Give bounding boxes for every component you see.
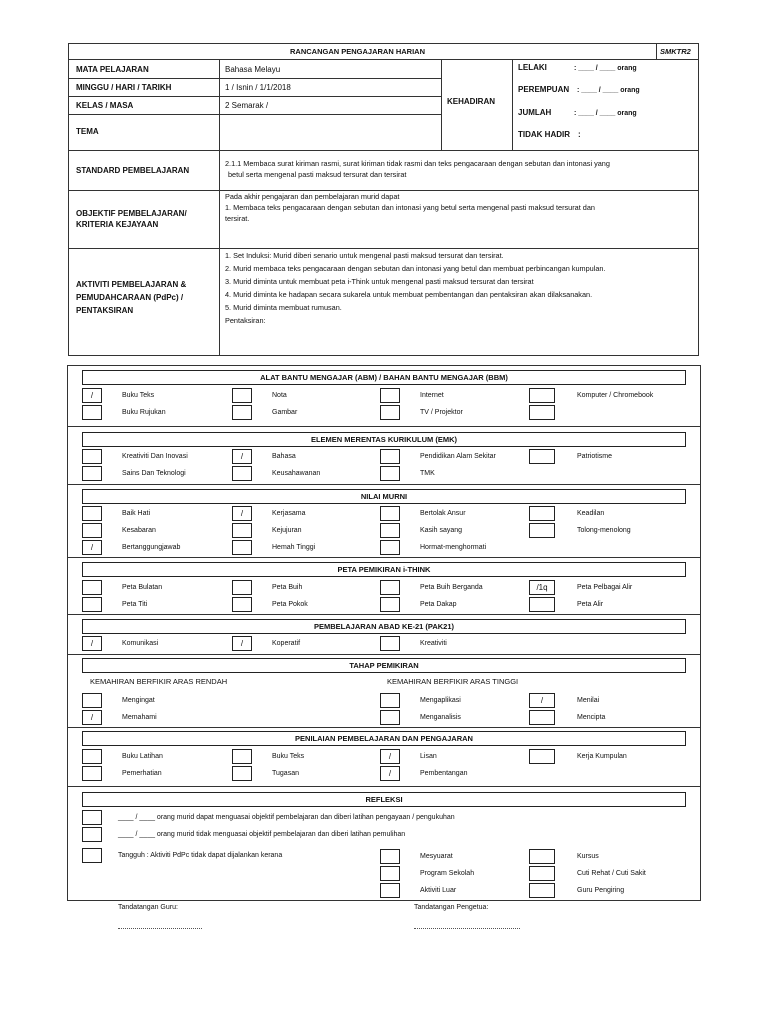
- signature-guru-line[interactable]: [118, 928, 202, 929]
- nilai-label: Kejujuran: [272, 527, 302, 534]
- abm-checkbox[interactable]: /: [82, 388, 102, 403]
- pak21-label: Kreativiti: [420, 640, 447, 647]
- emk-checkbox[interactable]: [380, 449, 400, 464]
- emk-label: Kreativiti Dan Inovasi: [122, 453, 188, 460]
- aktiviti-line: 3. Murid diminta untuk membuat peta i-Think untuk mengenal pasti maksud tersurat dan tersirat: [225, 277, 534, 286]
- refleksi-label: Program Sekolah: [420, 870, 475, 877]
- refleksi-header: REFLEKSI: [82, 792, 686, 807]
- abm-checkbox[interactable]: [529, 388, 555, 403]
- pak21-checkbox[interactable]: /: [82, 636, 102, 651]
- abm-checkbox[interactable]: [380, 405, 400, 420]
- aktiviti-label: PENTAKSIRAN: [76, 306, 134, 315]
- abm-label: Buku Rujukan: [122, 409, 166, 416]
- refleksi-checkbox[interactable]: [380, 866, 400, 881]
- pak21-label: Koperatif: [272, 640, 301, 647]
- refleksi-label: Guru Pengiring: [577, 887, 625, 894]
- section-divider: [67, 557, 701, 558]
- standard-line: 2.1.1 Membaca surat kiriman rasmi, surat kiriman tidak rasmi dan teks pengacaraan dengan sebutan dan intonasi yang: [225, 159, 610, 168]
- ithink-label: Peta Buih Berganda: [420, 584, 483, 591]
- ithink-label: Peta Pelbagai Alir: [577, 584, 633, 591]
- divider: [68, 96, 442, 97]
- penilaian-checkbox[interactable]: [232, 749, 252, 764]
- emk-label: Patriotisme: [577, 453, 613, 460]
- refleksi-checkbox[interactable]: [380, 849, 400, 864]
- nilai-checkbox[interactable]: [529, 523, 555, 538]
- emk-checkbox[interactable]: [82, 449, 102, 464]
- penilaian-label: Pembentangan: [420, 770, 468, 777]
- divider: [68, 150, 699, 151]
- abm-label: Komputer / Chromebook: [577, 392, 654, 399]
- aktiviti-line: 1. Set Induksi: Murid diberi senario untuk mengenal pasti maksud tersurat dan tersirat.: [225, 251, 504, 260]
- divider: [68, 248, 699, 249]
- penilaian-label: Tugasan: [272, 770, 299, 777]
- nilai-checkbox[interactable]: [380, 506, 400, 521]
- nilai-label: Tolong-menolong: [577, 527, 631, 534]
- lelaki-label: LELAKI: [518, 63, 547, 72]
- refleksi-checkbox[interactable]: [380, 883, 400, 898]
- rendah-label: KEMAHIRAN BERFIKIR ARAS RENDAH: [90, 677, 228, 686]
- ithink-label: Peta Titi: [122, 601, 148, 608]
- aktiviti-line: 4. Murid diminta ke hadapan secara sukarela untuk membuat pembentangan dan pentaksiran akan dilaksanakan.: [225, 290, 593, 299]
- aktiviti-line: 5. Murid diminta membuat rumusan.: [225, 303, 342, 312]
- penilaian-label: Lisan: [420, 753, 437, 760]
- abm-label: TV / Projektor: [420, 409, 463, 416]
- mata-pelajaran-label: MATA PELAJARAN: [76, 65, 149, 74]
- tahap-checkbox[interactable]: [380, 710, 400, 725]
- penilaian-checkbox[interactable]: [232, 766, 252, 781]
- emk-label: Sains Dan Teknologi: [122, 470, 186, 477]
- perempuan-value: : ____ / ____ orang: [577, 87, 640, 94]
- abm-checkbox[interactable]: [232, 388, 252, 403]
- minggu-value: 1 / Isnin / 1/1/2018: [225, 83, 291, 92]
- page-title: RANCANGAN PENGAJARAN HARIAN: [290, 47, 426, 56]
- perempuan-label: PEREMPUAN: [518, 85, 570, 94]
- tahap-checkbox[interactable]: [529, 710, 555, 725]
- section-divider: [67, 614, 701, 615]
- refleksi-label: Aktiviti Luar: [420, 887, 457, 894]
- objektif-line: tersirat.: [225, 214, 250, 223]
- objektif-label: KRITERIA KEJAYAAN: [76, 220, 159, 229]
- emk-checkbox[interactable]: /: [232, 449, 252, 464]
- emk-checkbox[interactable]: [529, 449, 555, 464]
- tahap-header: TAHAP PEMIKIRAN: [82, 658, 686, 673]
- nilai-label: Bertanggungjawab: [122, 544, 181, 551]
- emk-label: Pendidikan Alam Sekitar: [420, 453, 496, 460]
- penilaian-checkbox[interactable]: [529, 749, 555, 764]
- nilai-label: Hemah Tinggi: [272, 544, 316, 551]
- section-divider: [67, 786, 701, 787]
- objektif-line: Pada akhir pengajaran dan pembelajaran murid dapat: [225, 192, 400, 201]
- nilai-checkbox[interactable]: [232, 540, 252, 555]
- nilai-checkbox[interactable]: [82, 506, 102, 521]
- ithink-checkbox[interactable]: /1q: [529, 580, 555, 595]
- refleksi-checkbox[interactable]: [529, 883, 555, 898]
- tahap-label: Mengingat: [122, 697, 155, 704]
- signature-guru-label: Tandatangan Guru:: [118, 904, 178, 911]
- ithink-label: Peta Bulatan: [122, 584, 163, 591]
- objektif-line: 1. Membaca teks pengacaraan dengan sebutan dan intonasi yang betul serta mengenal pasti maksud tersurat dan: [225, 203, 595, 212]
- tahap-label: Memahami: [122, 714, 157, 721]
- pak21-checkbox[interactable]: [380, 636, 400, 651]
- nilai-label: Kasih sayang: [420, 527, 463, 534]
- tahap-checkbox[interactable]: [380, 693, 400, 708]
- penilaian-checkbox[interactable]: [82, 749, 102, 764]
- divider: [68, 190, 699, 191]
- section-divider: [67, 484, 701, 485]
- nilai-checkbox[interactable]: [232, 523, 252, 538]
- tangguh-label: Tangguh : Aktiviti PdPc tidak dapat dijalankan kerana: [118, 852, 283, 859]
- emk-checkbox[interactable]: [380, 466, 400, 481]
- nilai-checkbox[interactable]: [529, 506, 555, 521]
- objektif-label: OBJEKTIF PEMBELAJARAN/: [76, 209, 187, 218]
- signature-pengetua-label: Tandatangan Pengetua:: [414, 904, 489, 911]
- refleksi-line: ____ / ____ orang murid tidak menguasai objektif pembelajaran dan diberi latihan pemulihan: [118, 831, 406, 838]
- abm-checkbox[interactable]: [82, 405, 102, 420]
- ithink-label: Peta Alir: [577, 601, 604, 608]
- abm-label: Nota: [272, 392, 287, 399]
- emk-checkbox[interactable]: [232, 466, 252, 481]
- tahap-checkbox[interactable]: /: [529, 693, 555, 708]
- refleksi-checkbox[interactable]: [82, 827, 102, 842]
- nilai-checkbox[interactable]: /: [82, 540, 102, 555]
- penilaian-label: Buku Latihan: [122, 753, 163, 760]
- refleksi-line: ____ / ____ orang murid dapat menguasai objektif pembelajaran dan diberi latihan pengayaan / pengukuhan: [118, 814, 455, 821]
- penilaian-checkbox[interactable]: /: [380, 766, 400, 781]
- aktiviti-line: 2. Murid membaca teks pengacaraan dengan sebutan dan intonasi yang betul dan membuat perbincangan kumpulan.: [225, 264, 606, 273]
- tahap-label: Menilai: [577, 697, 600, 704]
- pak21-label: Komunikasi: [122, 640, 159, 647]
- ithink-checkbox[interactable]: [232, 580, 252, 595]
- tahap-checkbox[interactable]: /: [82, 710, 102, 725]
- penilaian-checkbox[interactable]: [82, 766, 102, 781]
- abm-label: Buku Teks: [122, 392, 155, 399]
- abm-checkbox[interactable]: [380, 388, 400, 403]
- abm-label: Internet: [420, 392, 444, 399]
- nilai-label: Keadilan: [577, 510, 605, 517]
- refleksi-label: Cuti Rehat / Cuti Sakit: [577, 870, 646, 877]
- refleksi-checkbox[interactable]: [529, 866, 555, 881]
- section-divider: [67, 654, 701, 655]
- ithink-checkbox[interactable]: [82, 580, 102, 595]
- jumlah-label: JUMLAH: [518, 108, 552, 117]
- ithink-checkbox[interactable]: [380, 580, 400, 595]
- nilai-label: Kesabaran: [122, 527, 156, 534]
- pak21-header: PEMBELAJARAN ABAD KE-21 (PAK21): [82, 619, 686, 634]
- tahap-label: Mencipta: [577, 714, 606, 721]
- penilaian-label: Buku Teks: [272, 753, 305, 760]
- aktiviti-label: PEMUDAHCARAAN (PdPc) /: [76, 293, 184, 302]
- form-code: SMKTR2: [660, 47, 691, 56]
- nilai-checkbox[interactable]: [380, 540, 400, 555]
- tahap-checkbox[interactable]: [82, 693, 102, 708]
- aktiviti-line: Pentaksiran:: [225, 316, 266, 325]
- divider: [68, 59, 699, 60]
- mata-pelajaran-value: Bahasa Melayu: [225, 65, 281, 74]
- jumlah-value: : ____ / ____ orang: [574, 110, 637, 117]
- penilaian-checkbox[interactable]: /: [380, 749, 400, 764]
- refleksi-checkbox[interactable]: [82, 810, 102, 825]
- nilai-label: Kerjasama: [272, 510, 306, 517]
- minggu-label: MINGGU / HARI / TARIKH: [76, 83, 172, 92]
- aktiviti-label: AKTIVITI PEMBELAJARAN &: [76, 280, 187, 289]
- divider: [219, 59, 220, 356]
- tahap-label: Menganalisis: [420, 714, 461, 721]
- nilai-label: Hormat-menghormati: [420, 544, 487, 551]
- abm-header: ALAT BANTU MENGAJAR (ABM) / BAHAN BANTU MENGAJAR (BBM): [82, 370, 686, 385]
- ithink-checkbox[interactable]: [232, 597, 252, 612]
- kelas-label: KELAS / MASA: [76, 101, 134, 110]
- emk-label: Bahasa: [272, 453, 296, 460]
- ithink-header: PETA PEMIKIRAN i-THINK: [82, 562, 686, 577]
- nilai-header: NILAI MURNI: [82, 489, 686, 504]
- emk-checkbox[interactable]: [82, 466, 102, 481]
- standard-label: STANDARD PEMBELAJARAN: [76, 166, 190, 175]
- tinggi-label: KEMAHIRAN BERFIKIR ARAS TINGGI: [387, 677, 519, 686]
- divider: [68, 114, 442, 115]
- emk-label: Keusahawanan: [272, 470, 321, 477]
- tahap-label: Mengaplikasi: [420, 697, 461, 704]
- divider: [656, 43, 657, 59]
- abm-label: Gambar: [272, 409, 298, 416]
- penilaian-header: PENILAIAN PEMBELAJARAN DAN PENGAJARAN: [82, 731, 686, 746]
- refleksi-label: Mesyuarat: [420, 853, 453, 860]
- ithink-label: Peta Dakap: [420, 601, 457, 608]
- lelaki-value: : ____ / ____ orang: [574, 65, 637, 72]
- nilai-label: Baik Hati: [122, 510, 151, 517]
- divider: [512, 59, 513, 150]
- nilai-checkbox[interactable]: [380, 523, 400, 538]
- section-divider: [67, 426, 701, 427]
- ithink-checkbox[interactable]: [82, 597, 102, 612]
- abm-checkbox[interactable]: [529, 405, 555, 420]
- ithink-checkbox[interactable]: [380, 597, 400, 612]
- ithink-label: Peta Pokok: [272, 601, 308, 608]
- emk-label: TMK: [420, 470, 435, 477]
- kelas-value: 2 Semarak /: [225, 101, 269, 110]
- tidak-hadir-value: :: [578, 130, 581, 139]
- ithink-label: Peta Buih: [272, 584, 303, 591]
- tema-label: TEMA: [76, 127, 99, 136]
- penilaian-label: Pemerhatian: [122, 770, 162, 777]
- tidak-hadir-label: TIDAK HADIR: [518, 130, 570, 139]
- tangguh-checkbox[interactable]: [82, 848, 102, 863]
- section-divider: [67, 727, 701, 728]
- emk-header: ELEMEN MERENTAS KURIKULUM (EMK): [82, 432, 686, 447]
- kehadiran-label: KEHADIRAN: [447, 97, 495, 106]
- abm-checkbox[interactable]: [232, 405, 252, 420]
- divider: [68, 78, 442, 79]
- standard-line: betul serta mengenal pasti maksud tersurat dan tersirat: [228, 170, 407, 179]
- nilai-checkbox[interactable]: /: [232, 506, 252, 521]
- nilai-checkbox[interactable]: [82, 523, 102, 538]
- signature-pengetua-line[interactable]: [414, 928, 520, 929]
- pak21-checkbox[interactable]: /: [232, 636, 252, 651]
- penilaian-label: Kerja Kumpulan: [577, 753, 627, 760]
- refleksi-checkbox[interactable]: [529, 849, 555, 864]
- refleksi-label: Kursus: [577, 853, 599, 860]
- nilai-label: Bertolak Ansur: [420, 510, 466, 517]
- divider: [441, 59, 442, 150]
- ithink-checkbox[interactable]: [529, 597, 555, 612]
